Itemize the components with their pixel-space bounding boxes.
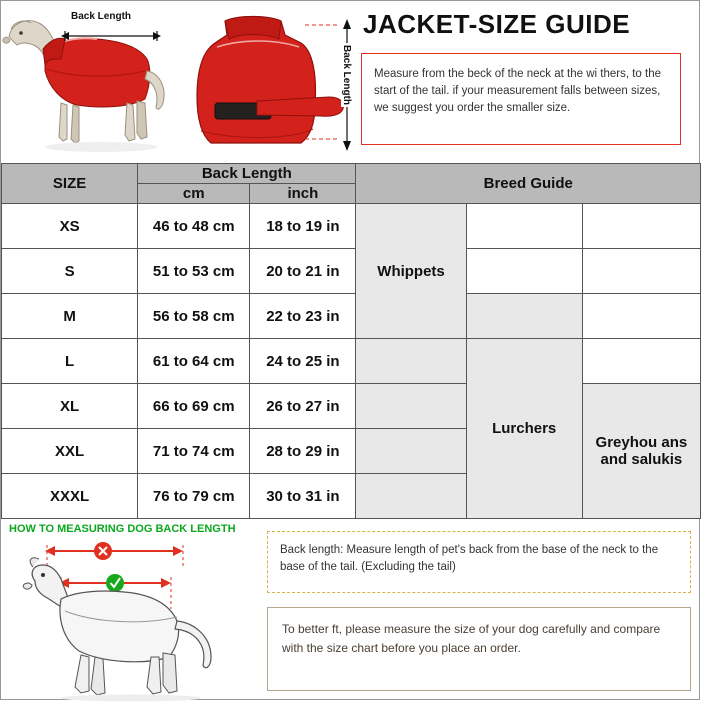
page-title: JACKET-SIZE GUIDE xyxy=(363,9,631,39)
breed-spacer xyxy=(582,294,700,339)
breed-spacer xyxy=(356,339,466,384)
dog-in-jacket-illustration xyxy=(1,1,173,163)
breed-spacer xyxy=(582,339,700,384)
breed-spacer xyxy=(356,474,466,519)
row-inch: 28 to 29 in xyxy=(250,429,356,474)
header-back-length: Back Length xyxy=(138,164,356,184)
table-row xyxy=(2,204,701,249)
size-table-wrap xyxy=(1,163,701,519)
title-and-note-block xyxy=(341,1,699,163)
back-length-note: Back length: Measure length of pet's back from the base of the neck to the base of the tail. (Excluding the tail) xyxy=(267,531,691,593)
header-breed-guide: Breed Guide xyxy=(356,164,701,204)
how-to-measure-title: HOW TO MEASURING DOG BACK LENGTH xyxy=(9,523,236,535)
breed-spacer xyxy=(582,249,700,294)
row-size: M xyxy=(2,294,138,339)
row-cm: 76 to 79 cm xyxy=(138,474,250,519)
row-cm: 51 to 53 cm xyxy=(138,249,250,294)
row-size: L xyxy=(2,339,138,384)
bottom-section xyxy=(1,519,699,707)
row-cm: 66 to 69 cm xyxy=(138,384,250,429)
dog-measure-diagram-icon xyxy=(5,537,261,702)
fit-advice-note: To better ft, please measure the size of your dog carefully and compare with the size chart before you place an order. xyxy=(267,607,691,691)
row-inch: 20 to 21 in xyxy=(250,249,356,294)
back-length-arrow-left xyxy=(61,29,161,43)
row-inch: 26 to 27 in xyxy=(250,384,356,429)
breed-spacer xyxy=(466,294,582,339)
row-cm: 61 to 64 cm xyxy=(138,339,250,384)
row-inch: 30 to 31 in xyxy=(250,474,356,519)
breed-greyhounds: Greyhou ans and salukis xyxy=(582,384,700,519)
breed-spacer xyxy=(356,384,466,429)
row-size: XL xyxy=(2,384,138,429)
table-header-row xyxy=(2,164,701,184)
back-length-label-right: Back Length xyxy=(341,45,352,106)
table-row xyxy=(2,384,701,429)
row-inch: 18 to 19 in xyxy=(250,204,356,249)
breed-lurchers: Lurchers xyxy=(466,339,582,519)
size-table xyxy=(1,163,701,519)
top-section xyxy=(1,1,699,163)
bottom-notes-block xyxy=(263,519,699,707)
row-cm: 46 to 48 cm xyxy=(138,204,250,249)
header-inch: inch xyxy=(250,184,356,204)
measure-note: Measure from the beck of the neck at the wi thers, to the start of the tail. if your measurement falls between sizes, we suggest you order the smaller size. xyxy=(361,53,681,145)
header-size: SIZE xyxy=(2,164,138,204)
breed-spacer xyxy=(582,204,700,249)
row-size: XXXL xyxy=(2,474,138,519)
row-inch: 22 to 23 in xyxy=(250,294,356,339)
table-row xyxy=(2,249,701,294)
how-to-measure-block xyxy=(1,519,263,707)
breed-spacer xyxy=(356,429,466,474)
row-size: XXL xyxy=(2,429,138,474)
breed-spacer xyxy=(466,249,582,294)
table-row xyxy=(2,339,701,384)
table-row xyxy=(2,294,701,339)
row-cm: 71 to 74 cm xyxy=(138,429,250,474)
header-cm: cm xyxy=(138,184,250,204)
row-inch: 24 to 25 in xyxy=(250,339,356,384)
row-cm: 56 to 58 cm xyxy=(138,294,250,339)
row-size: S xyxy=(2,249,138,294)
row-size: XS xyxy=(2,204,138,249)
breed-whippets: Whippets xyxy=(356,204,466,339)
breed-spacer xyxy=(466,204,582,249)
back-length-label-left: Back Length xyxy=(71,11,132,22)
